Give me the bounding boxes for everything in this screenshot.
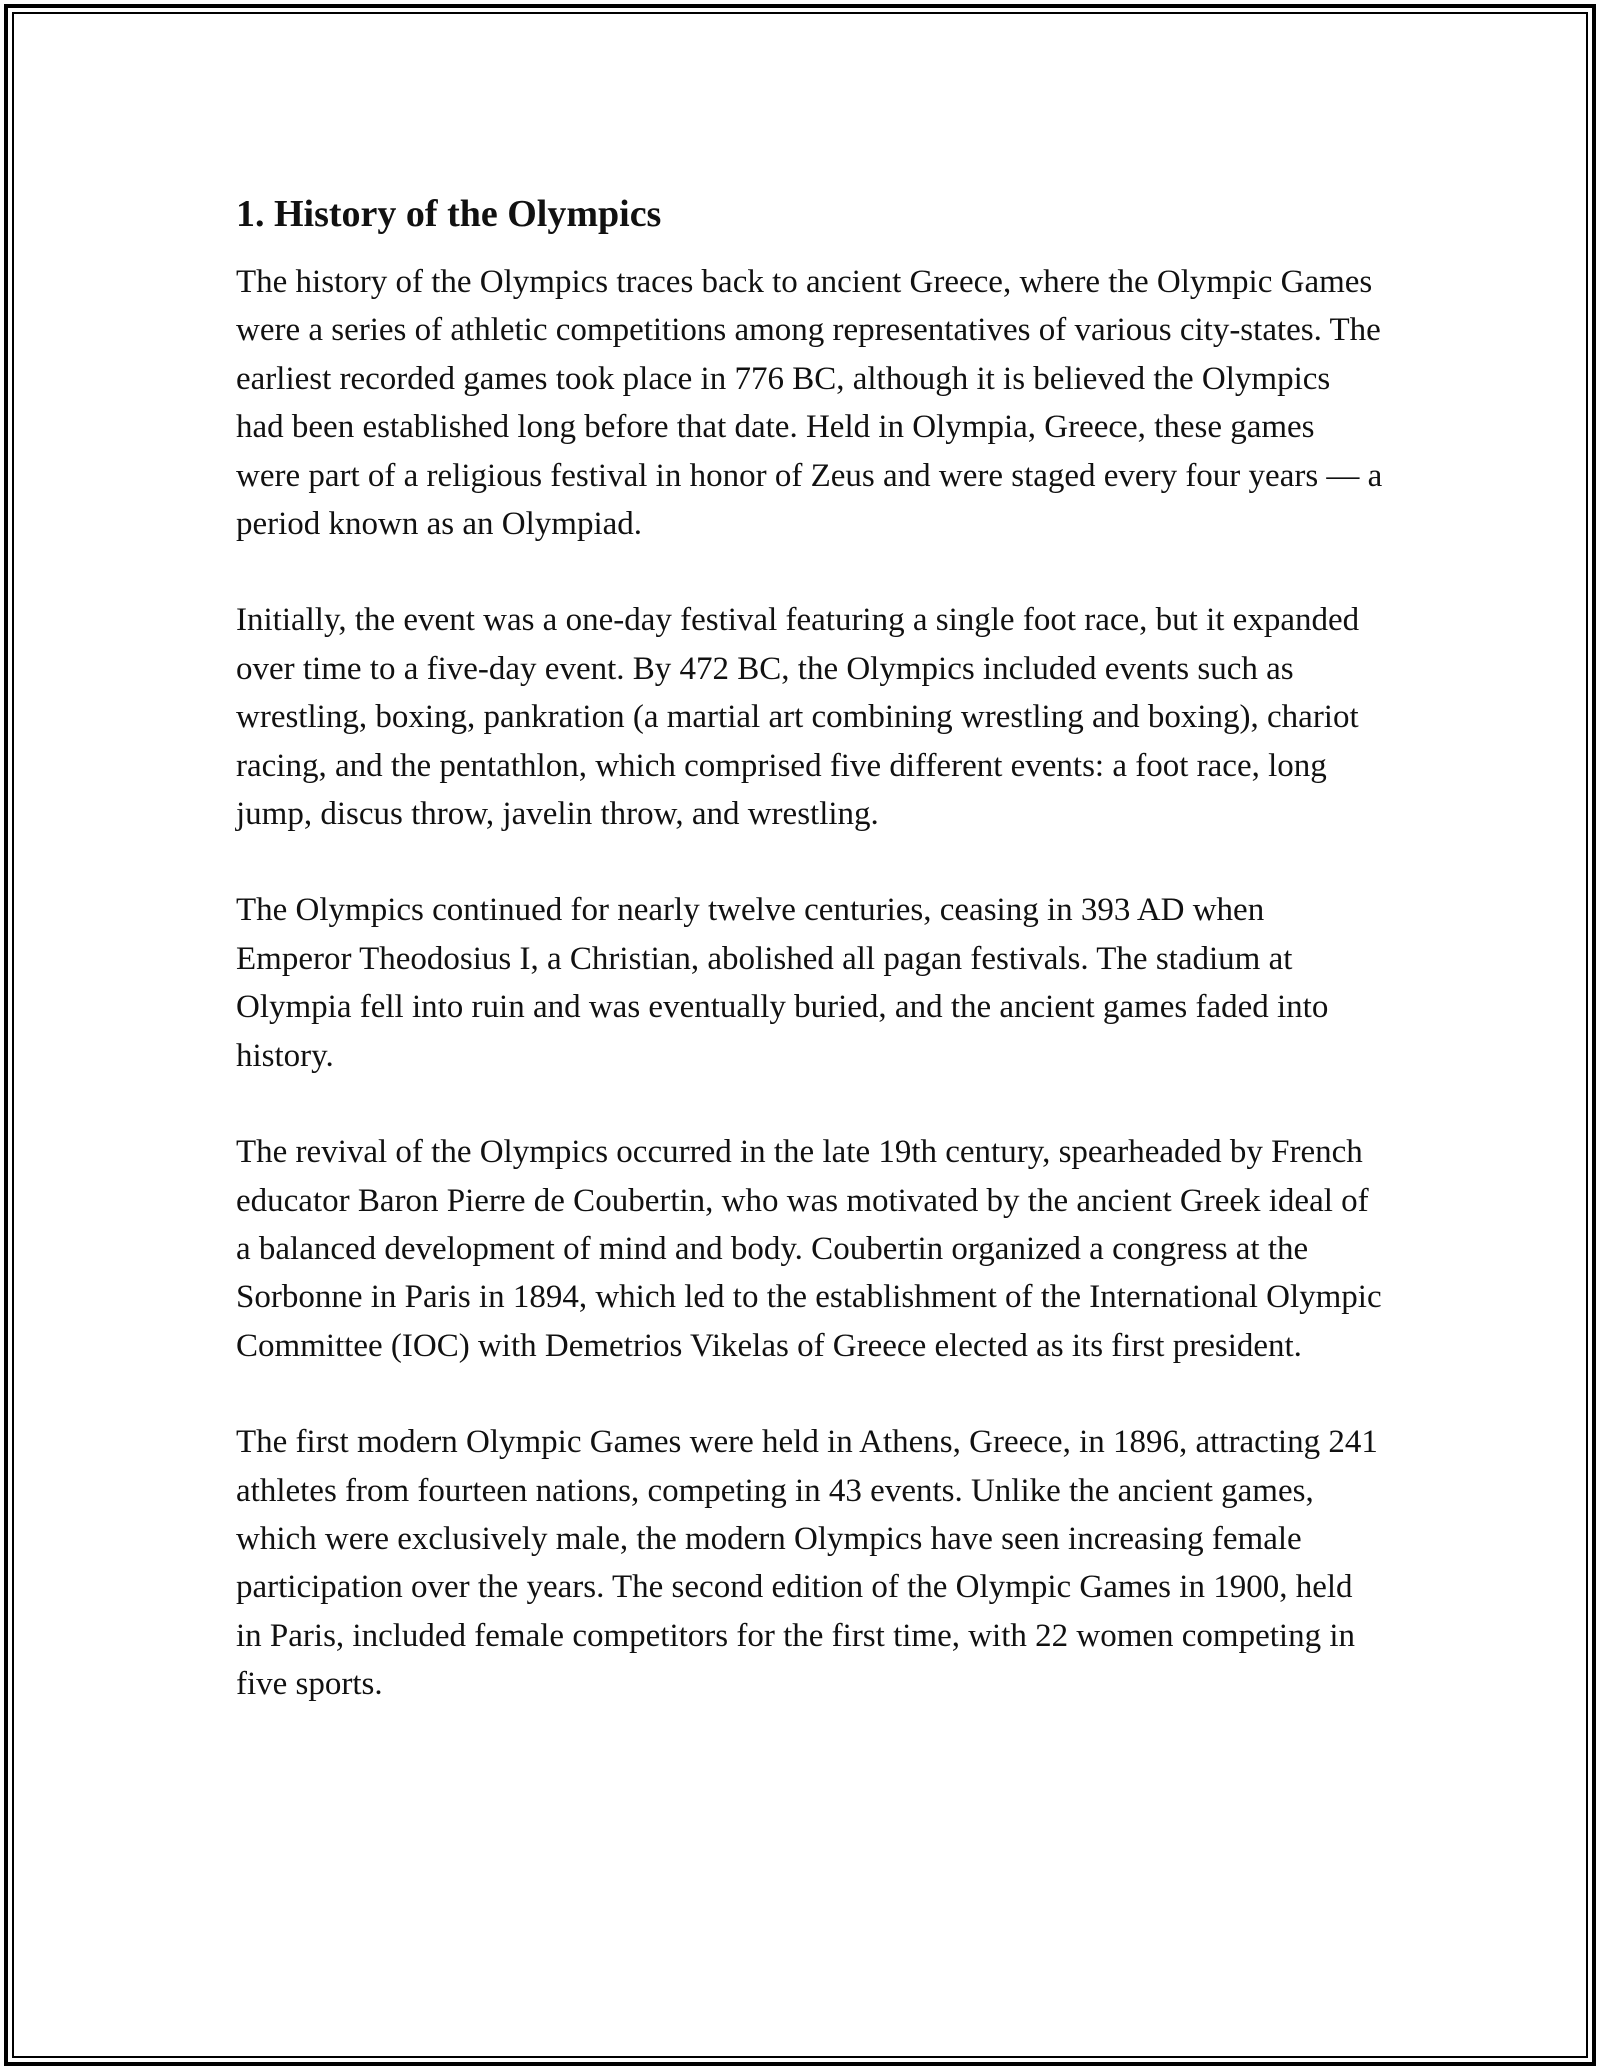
paragraph-decline: The Olympics continued for nearly twelve centuries, ceasing in 393 AD when Emperor Theodosius I, a Christian, abolished all pagan festivals. The stadium at Olympia fell into ruin and was eventually buried, and the ancient games faded into history. [236,892,1329,1074]
section-heading: 1. History of the Olympics [236,193,662,235]
paragraph-revival: The revival of the Olympics occurred in the late 19th century, spearheaded by French educator Baron Pierre de Coubertin, who was motivated by the ancient Greek ideal of a balanced development of mind and body. Coubertin organized a congress at the Sorbonne in Paris in 1894, which led to the establishment of the International Olympic Committee (IOC) with Demetrios Vikelas of Greece elected as its first president. [236,1134,1382,1364]
paragraph-ancient-origins: The history of the Olympics traces back to ancient Greece, where the Olympic Games were a series of athletic competitions among representatives of various city-states. The earliest recorded games took place in 776 BC, although it is believed the Olympics had been established long before that date. Held in Olympia, Greece, these games were part of a religious festival in honor of Zeus and were staged every four years — a period known as an Olympiad. [236,264,1383,543]
document-body [236,188,1386,1709]
paragraph-modern-games: The first modern Olympic Games were held in Athens, Greece, in 1896, attracting 241 athletes from fourteen nations, competing in 43 events. Unlike the ancient games, which were exclusively male, the modern Olympics have seen increasing female participation over the years. The second edition of the Olympic Games in 1900, held in Paris, included female competitors for the first time, with 22 women competing in five sports. [236,1424,1378,1703]
paragraph-events-expansion: Initially, the event was a one-day festival featuring a single foot race, but it expanded over time to a five-day event. By 472 BC, the Olympics included events such as wrestling, boxing, pankration (a martial art combining wrestling and boxing), chariot racing, and the pentathlon, which comprised five different events: a foot race, long jump, discus throw, javelin throw, and wrestling. [236,602,1360,833]
